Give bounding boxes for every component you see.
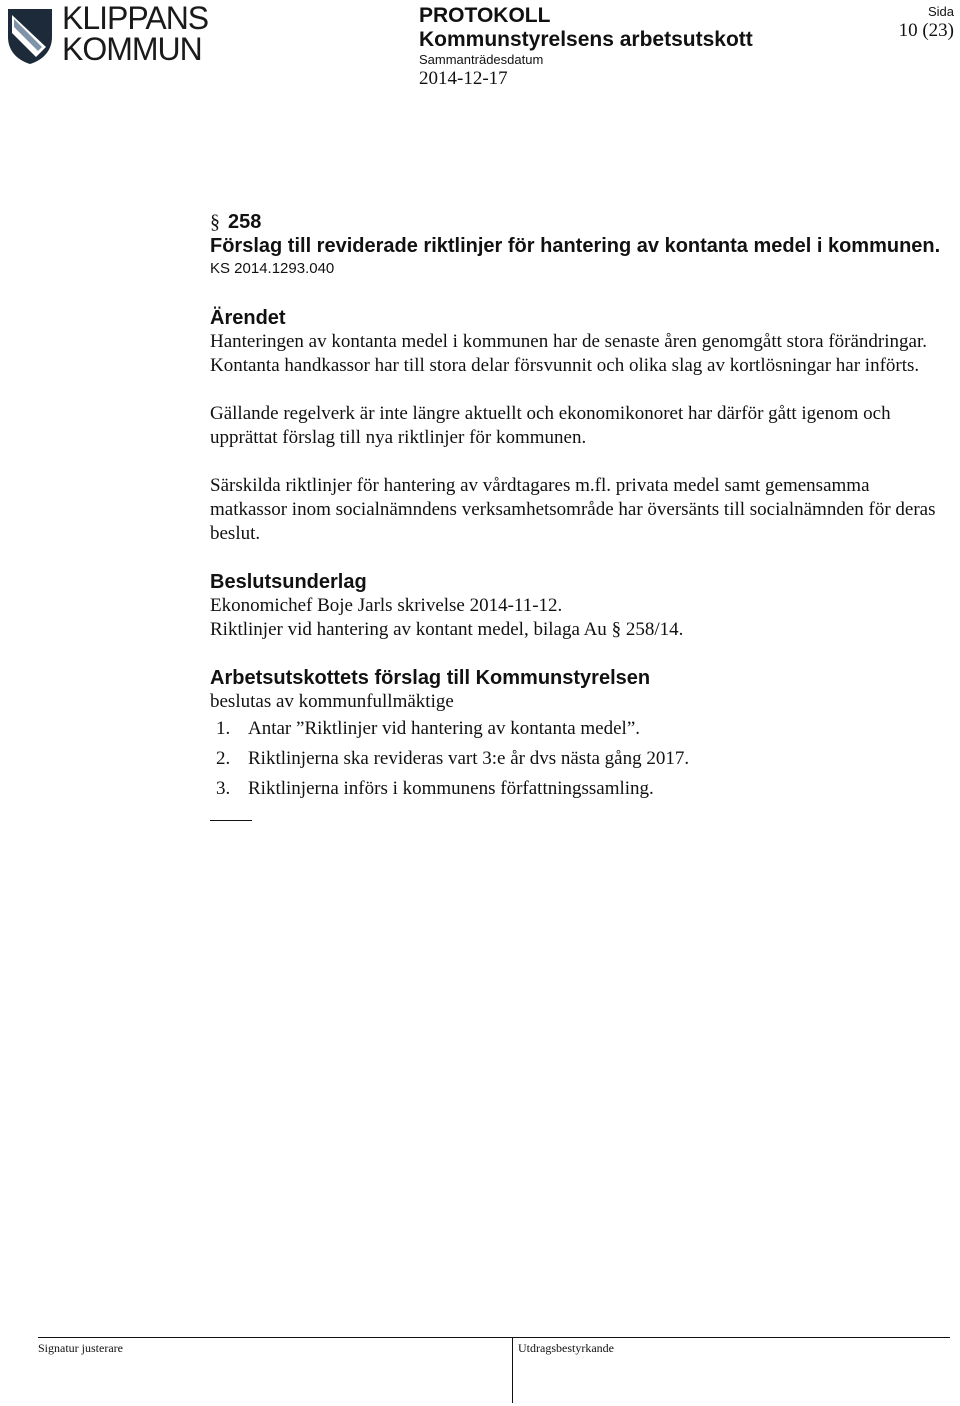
list-item-text: Antar ”Riktlinjer vid hantering av kontanta medel”. (248, 718, 641, 739)
shield-emblem-icon (6, 7, 54, 65)
list-item-text: Riktlinjerna ska revideras vart 3:e år dvs nästa gång 2017. (248, 748, 690, 769)
paragraph-number (210, 210, 950, 234)
list-item (210, 714, 950, 744)
logo-line-2: KOMMUN (62, 31, 202, 67)
beslutsunderlag-line-1: Ekonomichef Boje Jarls skrivelse 2014-11-12. (210, 595, 563, 616)
section-symbol: § (210, 211, 220, 233)
logo-line-1: KLIPPANS (62, 0, 209, 36)
beslutsunderlag-heading: Beslutsunderlag (210, 571, 367, 593)
arendet-paragraph-1: Hanteringen av kontanta medel i kommunen har de senaste åren genomgått stora förändringar. Kontanta handkassor har till stora delar försvunnit och olika slag av kortlösningar har införts. (210, 331, 927, 376)
footer-divider (38, 1337, 950, 1338)
page-label: Sida (927, 4, 954, 19)
committee-name: Kommunstyrelsens arbetsutskott (419, 28, 753, 51)
forslag-intro: beslutas av kommunfullmäktige (210, 691, 454, 712)
section-number: 258 (228, 211, 262, 233)
arendet-paragraph-3: Särskilda riktlinjer för hantering av vårdtagares m.fl. privata medel samt gemensamma matkassor inom socialnämndens verksamhetsområde har översänts till socialnämnden för deras beslut. (210, 475, 936, 544)
arendet-heading: Ärendet (210, 307, 286, 329)
beslutsunderlag-line-2-text: Riktlinjer vid hantering av kontant medel, bilaga Au (210, 619, 612, 640)
beslutsunderlag-line-2 (210, 618, 950, 642)
logo-wordmark (62, 0, 209, 67)
case-number: KS 2014.1293.040 (210, 260, 335, 277)
section-symbol-inline: § (611, 619, 622, 640)
municipality-logo (6, 0, 216, 67)
list-item-number: 2. (216, 748, 231, 769)
document-body (210, 210, 950, 821)
arendet-paragraph-2: Gällande regelverk är inte längre aktuellt och ekonomikonoret har därför gått igenom och upprättat förslag till nya riktlinjer för kommunen. (210, 403, 891, 448)
meeting-date: 2014-12-17 (419, 68, 508, 89)
page-number: 10 (23) (898, 20, 954, 41)
list-item-number: 1. (216, 718, 231, 739)
decision-list (210, 714, 950, 804)
list-item-text: Riktlinjerna införs i kommunens författningssamling. (248, 778, 654, 799)
list-item-number: 3. (216, 778, 231, 799)
section-title: Förslag till reviderade riktlinjer för hantering av kontanta medel i kommunen. (210, 235, 941, 257)
footer-column-divider (512, 1337, 513, 1403)
meeting-date-label: Sammanträdesdatum (419, 52, 544, 67)
excerpt-certification-label: Utdragsbestyrkande (518, 1341, 614, 1355)
list-item (210, 744, 950, 774)
document-type: PROTOKOLL (419, 4, 551, 27)
forslag-heading: Arbetsutskottets förslag till Kommunstyrelsen (210, 667, 651, 689)
list-item (210, 774, 950, 804)
end-divider (210, 820, 252, 821)
signature-field-label: Signatur justerare (38, 1341, 123, 1355)
beslutsunderlag-line-2-ref: 258/14. (621, 619, 684, 640)
